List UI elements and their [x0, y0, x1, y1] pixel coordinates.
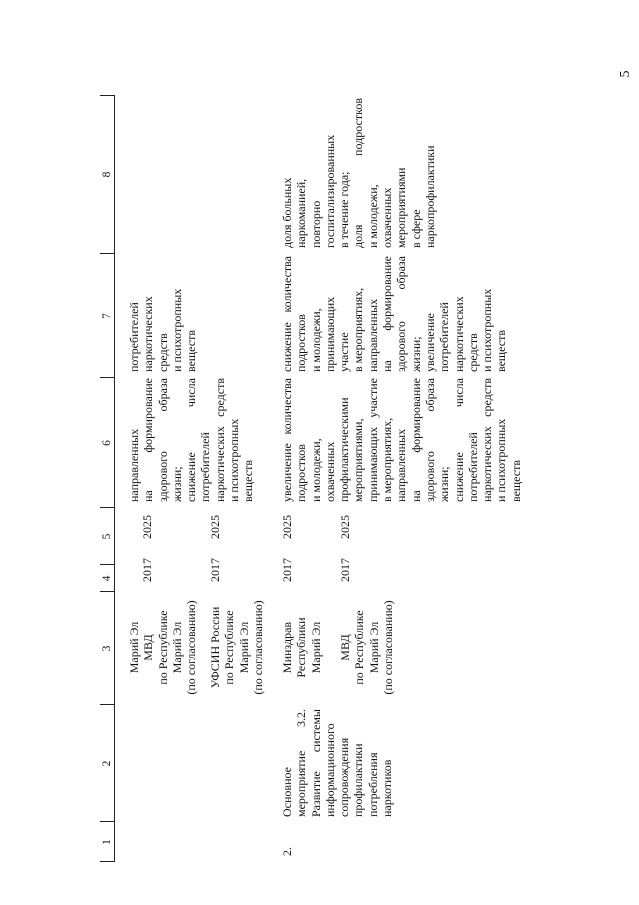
responsible-cell: Минздрав Республики Марий Эл	[280, 617, 323, 678]
start-year-2: 2017	[338, 558, 352, 582]
continued-results-cell: направленных на формирование здорового образа жизни; снижение числа потребителей наркотических средств и психотропных веществ	[127, 378, 256, 502]
table-header-row	[100, 95, 115, 862]
header-col-8: 8	[101, 171, 113, 178]
header-col-2: 2	[101, 760, 113, 767]
header-divider	[100, 861, 114, 862]
responsible2-cell: МВД по Республике Марий Эл (по согласованию)	[338, 600, 395, 695]
header-col-5: 5	[101, 533, 113, 540]
rotated-table	[100, 95, 631, 862]
end-year: 2025	[280, 515, 294, 539]
end-year-2: 2025	[338, 515, 352, 539]
header-col-6: 6	[101, 440, 113, 446]
header-divider	[100, 564, 114, 565]
row-number: 2.	[280, 847, 294, 856]
header-col-1: 1	[101, 839, 113, 845]
header-divider	[100, 591, 114, 592]
page-number: 5	[618, 70, 633, 78]
header-col-4: 4	[101, 575, 113, 582]
continued-consequences-cell: потребителей наркотических средств и психотропных веществ	[127, 288, 199, 372]
continued-start-year: 2017	[140, 558, 154, 582]
header-divider	[100, 253, 114, 254]
header-divider	[100, 704, 114, 705]
continued-end-year-2: 2025	[208, 515, 222, 539]
continued-start-year-2: 2017	[208, 558, 222, 582]
header-col-3: 3	[101, 645, 113, 652]
header-divider	[100, 821, 114, 822]
header-divider	[100, 95, 114, 96]
continued-end-year: 2025	[140, 515, 154, 539]
consequences-cell: снижение количества подростков и молодежи, принимающих участие в мероприятиях, направленных на формирование здорового образа жизни; увеличение потребителей наркотических средств и психотропных веществ	[280, 256, 509, 372]
continued-responsible-cell: Марий Эл МВД по Республике Марий Эл (по согласованию)	[127, 600, 199, 695]
header-divider	[100, 507, 114, 508]
indicators-cell: доля больных наркоманией, повторно госпитализированных в течение года; доля подростков и молодежи, охваченных мероприятиями в сфере наркопрофилактики	[280, 98, 437, 248]
continued-responsible2-cell: УФСИН России по Республике Марий Эл (по согласованию)	[208, 600, 265, 695]
results-cell: увеличение количества подростков и молодежи, охваченных профилактическими мероприятиями, принимающих участие в мероприятиях, направленных на формирование здорового образа жизни; снижение числа потребителей наркотических средств и психотропных веществ	[280, 378, 523, 502]
activity-name-cell: Основное мероприятие 3.2. Развитие системы информационного сопровождения профилактики потребления наркотиков	[280, 709, 395, 817]
header-col-7: 7	[101, 313, 113, 319]
start-year: 2017	[280, 558, 294, 582]
header-divider	[100, 377, 114, 378]
